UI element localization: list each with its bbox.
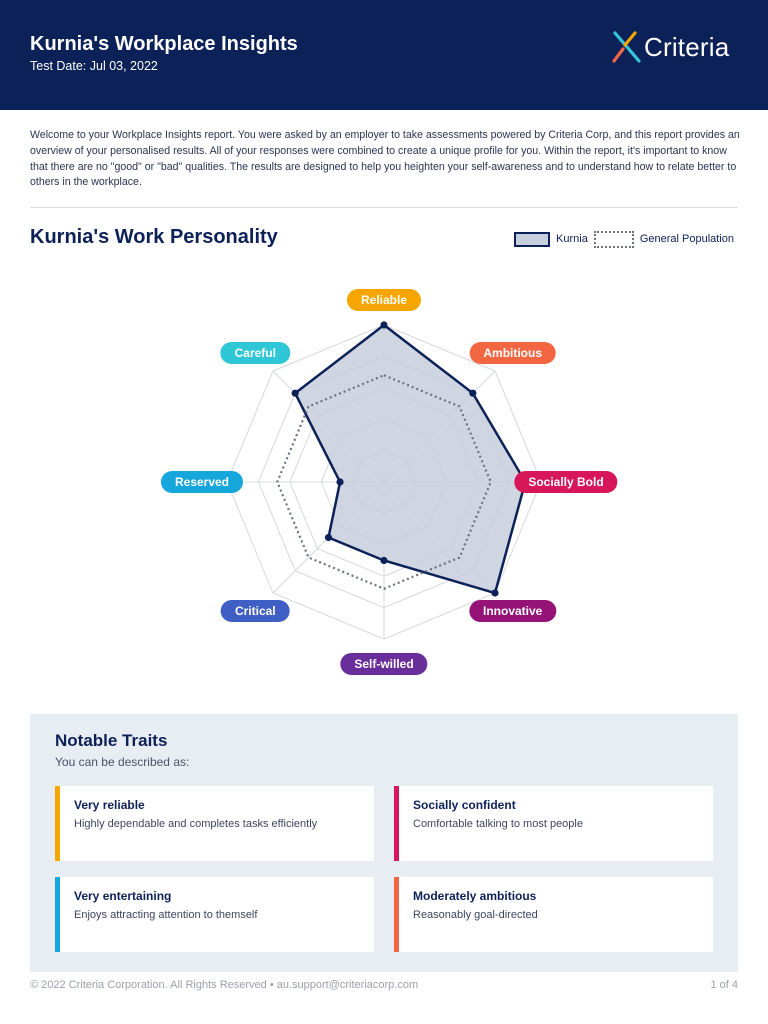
traits-title: Notable Traits: [55, 731, 168, 750]
page-footer: [30, 979, 738, 991]
section-title: Kurnia's Work Personality: [30, 226, 278, 248]
data-point: [380, 321, 387, 328]
report-title: Kurnia's Workplace Insights: [30, 33, 298, 55]
data-point: [469, 390, 476, 397]
test-date: Test Date: Jul 03, 2022: [30, 59, 158, 73]
radar-chart: [0, 270, 768, 690]
criteria-logo: [611, 30, 729, 64]
axis-label: Innovative: [469, 600, 556, 622]
legend-label-population: General Population: [639, 233, 734, 245]
trait-title: Very reliable: [74, 798, 145, 812]
axis-label: Reliable: [347, 289, 421, 311]
data-point: [491, 589, 498, 596]
trait-card: [394, 877, 713, 952]
divider: [30, 207, 738, 208]
report-header: [0, 0, 768, 110]
data-point: [380, 557, 387, 564]
notable-traits-panel: [30, 714, 738, 972]
chart-legend: [514, 229, 734, 249]
traits-subtitle: You can be described as:: [55, 755, 190, 769]
axis-label: Reserved: [161, 471, 243, 493]
trait-description: Comfortable talking to most people: [413, 818, 583, 830]
trait-card: [394, 786, 713, 861]
trait-title: Very entertaining: [74, 889, 172, 903]
radar-svg: [0, 270, 768, 690]
legend-swatch-person: [514, 232, 550, 247]
trait-description: Highly dependable and completes tasks efficiently: [74, 818, 318, 830]
data-point: [325, 534, 332, 541]
axis-label: Careful: [221, 342, 290, 364]
trait-card: [55, 877, 374, 952]
trait-title: Socially confident: [413, 798, 516, 812]
series-person-area: [295, 325, 525, 593]
axis-label: Socially Bold: [514, 471, 617, 493]
page-number: 1 of 4: [710, 979, 738, 991]
axis-label: Critical: [221, 600, 290, 622]
legend-swatch-population: [594, 231, 634, 248]
axis-label: Self-willed: [340, 653, 427, 675]
intro-paragraph: Welcome to your Workplace Insights report. You were asked by an employer to take assessments powered by Criteria Corp, and this report provides an overview of your personalised results. All of your responses were combined to create a unique profile for you. Within the report, it's important to know that there are no "good" or "bad" qualities. The results are designed to help you heighten your self-awareness and to understand how to relate better to others in the workplace.: [30, 129, 740, 189]
criteria-x-icon: [611, 30, 643, 64]
trait-title: Moderately ambitious: [413, 889, 537, 903]
data-point: [292, 390, 299, 397]
trait-description: Reasonably goal-directed: [413, 909, 538, 921]
axis-label: Ambitious: [469, 342, 556, 364]
legend-label-person: Kurnia: [556, 233, 588, 245]
logo-wordmark: Criteria: [644, 31, 730, 62]
trait-card: [55, 786, 374, 861]
trait-description: Enjoys attracting attention to themself: [74, 909, 258, 921]
data-point: [336, 478, 343, 485]
footer-copyright: © 2022 Criteria Corporation. All Rights Reserved • au.support@criteriacorp.com: [30, 979, 419, 991]
